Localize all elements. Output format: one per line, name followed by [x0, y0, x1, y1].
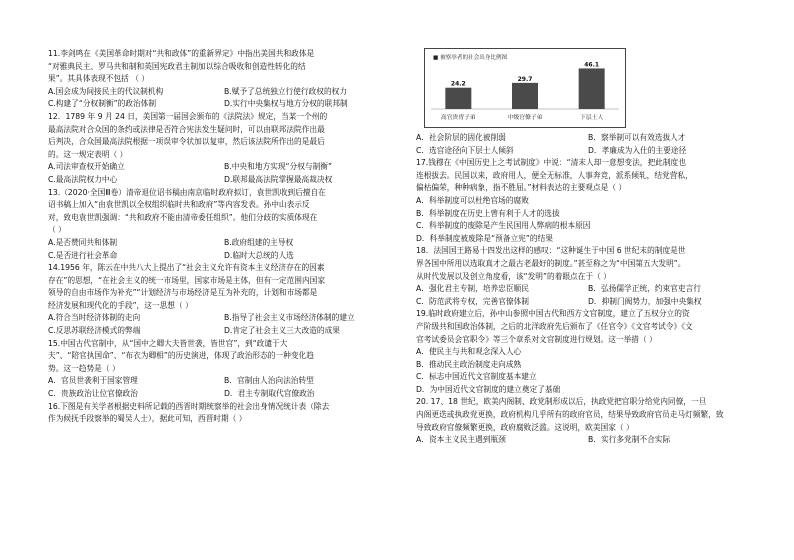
question-16	[416, 132, 754, 157]
question-stem-line: 11.李剑鸣在《美国革命时期对“共和政体”的重新界定》中指出美国共和政体是	[48, 49, 315, 58]
question-14	[48, 262, 394, 338]
question-17	[416, 157, 754, 245]
left-column	[48, 48, 394, 426]
question-stem-line: 作为候抚手段察举的蜀吴人士），据此可知，西晋时期（ ）	[48, 414, 247, 424]
answer-options	[48, 237, 394, 262]
bar-value-label: 24.2	[450, 80, 466, 88]
question-stem-line: 领导的自由市场作为补充”“计划经济与市场经济是互为补充的，计划和市场都是	[48, 288, 318, 298]
answer-option: D.联邦最高法院掌握最高裁决权	[224, 174, 333, 184]
question-stem-line: 内阁更迭或执政党更换，政府机构几乎所有的政府官员，结果导致政府官员走马灯频繁，致	[416, 410, 724, 420]
answer-options	[48, 86, 394, 111]
answer-option: B.中央和地方实现“分权与制衡”	[224, 162, 332, 172]
answer-option: B.赋予了总统独立行使行政权的权力	[224, 86, 348, 96]
answer-option: D.肯定了社会主义三大改造的成果	[224, 326, 340, 336]
question-stem-line: 对，致电袁世凯强调：“共和政府不能由清帝委任组织”。他们分歧的实质体现在	[48, 212, 318, 222]
answer-option: A.符合当时经济体制的走向	[48, 313, 141, 323]
category-label: 下层士人	[580, 115, 604, 121]
answer-options	[416, 132, 754, 157]
question-18	[416, 245, 754, 308]
answer-options	[416, 195, 754, 245]
answer-options	[416, 283, 754, 308]
bar-value-label: 29.7	[517, 75, 533, 83]
answer-option: D.临时大总统的人选	[224, 250, 294, 260]
question-stem-line: 最高法院对合众国的条约或法律是否符合宪法发生疑问时，可以由联邦法院作出最	[48, 124, 325, 134]
answer-option: A．官员世袭利于国家管理	[48, 376, 138, 386]
question-15	[48, 338, 394, 401]
question-stem-line: 后判决，合众国最高法院根据一项误审令状加以复审，然后该法院所作出的是最后	[48, 137, 325, 147]
answer-option: C.最高法院权力中心	[48, 174, 118, 184]
right-column	[416, 48, 754, 447]
question-stem-line: 果”。其具体表现不包括 （ ）	[48, 74, 150, 84]
question-stem-line: 存在”的思想，“在社会主义的统一市场里，国家市场是主体，但有一定范围内国家	[48, 275, 326, 285]
answer-options	[48, 375, 394, 400]
answer-option: B．科举制度在历史上曾有利于人才的选拔	[416, 208, 560, 218]
answer-option: A.司法审查权开始确立	[48, 162, 125, 172]
question-stem-line: 从时代发展以及创立角度看，该“发明”的着眼点在于（ ）	[416, 271, 611, 281]
answer-option: A．资本主义民主遇到瓶颈	[416, 435, 506, 445]
answer-option: C.反思苏联经济模式的弊端	[48, 326, 141, 336]
question-stem-line: 连根拔去。民国以来，政府用人，便全无标准，人事奔竞，派系倾轧，结党营私，	[416, 170, 693, 180]
bar-1	[512, 83, 538, 109]
answer-options	[416, 434, 754, 447]
bar-chart	[424, 48, 626, 128]
answer-option: A．科举制度可以杜绝官场的腐败	[416, 195, 529, 205]
question-stem-line: 20. 17、18 世纪，欧美内阁制、政党制形成以后，执政党把官职分给党内同僚，一旦	[416, 397, 707, 407]
question-stem-line: “对雅典民主、罗马共和制和英国宪政君主制加以综合吸收和创造性转化的结	[48, 61, 306, 71]
bar-value-label: 46.1	[584, 61, 600, 69]
question-19	[416, 308, 754, 396]
answer-option: C.构建了“分权制衡”的政治体制	[48, 99, 157, 109]
answer-option: A.是否赞同共和体制	[48, 237, 118, 247]
question-stem-line: 官考试委员会官职令》等三个章系对文官制度进行规划。这一举措（ ）	[416, 334, 657, 344]
question-stem-line: 势。这一趋势是（ ）	[48, 363, 120, 373]
question-stem-line: 15.中国古代官制中，从“国中之卿大夫皆世袭，皆世官”，到“政谴于大	[48, 338, 288, 348]
question-stem-line: 19.临时政府建立后，孙中山参照中国古代和西方文官制度，建立了五权分立的资	[416, 309, 690, 319]
question-13	[48, 187, 394, 263]
answer-option: C．科举制度的废除是产生民国用人弊病的根本原因	[416, 221, 591, 231]
question-12	[48, 111, 394, 187]
question-stem-line: 14.1956 年，陈云在中共八大上提出了“社会主义允许有资本主义经济存在的因素	[48, 263, 325, 273]
answer-option: A．社会阶层的固化被削弱	[416, 133, 506, 142]
answer-option: B．弘扬儒学正统，约束官吏言行	[588, 284, 701, 294]
question-stem-line: 界各国中所用以选取真才之最古老最好的制度。”甚至称之为“中国第五大发明”。	[416, 258, 686, 268]
answer-option: D．君主专制取代官僚政治	[224, 389, 315, 399]
chart-title: ■ 被察举者的社会出身比例图	[433, 55, 508, 61]
question-stem-line: 偏枯偏荣，种种病象，指不胜屈。”材料表达的主要观点是（ ）	[416, 183, 627, 193]
answer-option: B．推动民主政治制度走向成熟	[416, 359, 522, 369]
question-stem-line: 夫”、“陪官执国命”、“布衣为卿相”的历史演进，体现了政治形态的一种变化趋	[48, 351, 314, 361]
question-stem-line: 12．1789 年 9 月 24 日，美国第一届国会颁布的《法院法》规定，当某一个州的	[48, 111, 328, 121]
answer-option: B．官制由人治向法治转型	[224, 376, 314, 386]
answer-options	[48, 312, 394, 337]
question-stem-line: 18．法国国王路易十四发出这样的感叹：“这种诞生于中国 6 世纪末的制度是世	[416, 246, 686, 256]
question-stem-line: 诏书稿上加入“由袁世凯以全权组织临时共和政府”等内容发表。孙中山表示反	[48, 200, 310, 210]
answer-option: B.政府组建的主导权	[224, 237, 294, 247]
answer-options	[48, 161, 394, 186]
answer-option: C．选官途径向下层士人倾斜	[416, 145, 514, 155]
answer-option: D．为中国近代文官制度的建立奠定了基础	[416, 384, 561, 394]
question-stem-line: （ ）	[48, 225, 66, 235]
question-stem-line: 17.钱穆在《中国历史上之考试制度》中说：“清末人却一意想变法，把此制度也	[416, 158, 686, 168]
bar-chart-svg	[425, 49, 625, 127]
answer-option: C．防范武将专权，完善官僚体制	[416, 296, 529, 306]
question-stem-line: 经济发展和现代化的手段”，这一思想（ ）	[48, 300, 193, 310]
answer-option: A．强化君主专制，培养忠臣顺民	[416, 284, 529, 294]
question-stem-line: 16.下图是有关学者根据史料所记载的西晋时期统察举的社会出身情况统计表（除去	[48, 401, 330, 411]
answer-option: A．使民主与共和观念深入人心	[416, 347, 522, 357]
answer-options	[416, 346, 754, 396]
question-stem-line: 的。这一规定表明（ ）	[48, 149, 128, 159]
answer-option: B.指导了社会主义市场经济体制的建立	[224, 313, 355, 323]
question-stem-line: 13.（2020·全国Ⅲ卷）清帝退位诏书稿由南京临时政府拟订，袁世凯收到后擅自在	[48, 187, 326, 197]
answer-option: B．察举制可以有效选拔人才	[588, 133, 686, 142]
question-20	[416, 396, 754, 446]
question-16	[48, 401, 394, 426]
question-stem-line: 导致政府官僚频繁更换，政府腐败泛滥。这说明，欧美国家（ ）	[416, 422, 634, 432]
answer-option: C.是否进行社会革命	[48, 250, 118, 260]
question-stem-line: 产阶级共和国政治体制，之后的北洋政府先后颁布了《任官令》《文官考试令》《文	[416, 321, 693, 331]
bar-0	[445, 88, 471, 109]
bar-2	[579, 68, 605, 109]
answer-option: D.实行中央集权与地方分权的联邦制	[224, 99, 348, 109]
answer-option: C．贵族政治让位官僚政治	[48, 389, 138, 399]
question-11	[48, 48, 394, 111]
category-label: 中级官僚子弟	[507, 115, 543, 121]
answer-option: D．抑制门阀势力，加强中央集权	[588, 296, 702, 306]
answer-option: B．实行多党制不合实际	[588, 435, 671, 445]
answer-option: A.国会成为间接民主的代议制机构	[48, 86, 164, 96]
category-label: 高官贵胄子弟	[440, 115, 476, 121]
answer-option: C．标志中国近代文官制度基本建立	[416, 372, 537, 382]
answer-option: D．孝廉成为入仕的主要途径	[588, 145, 687, 155]
answer-option: D．科举制度被废除是“预备立宪”的结果	[416, 233, 553, 243]
